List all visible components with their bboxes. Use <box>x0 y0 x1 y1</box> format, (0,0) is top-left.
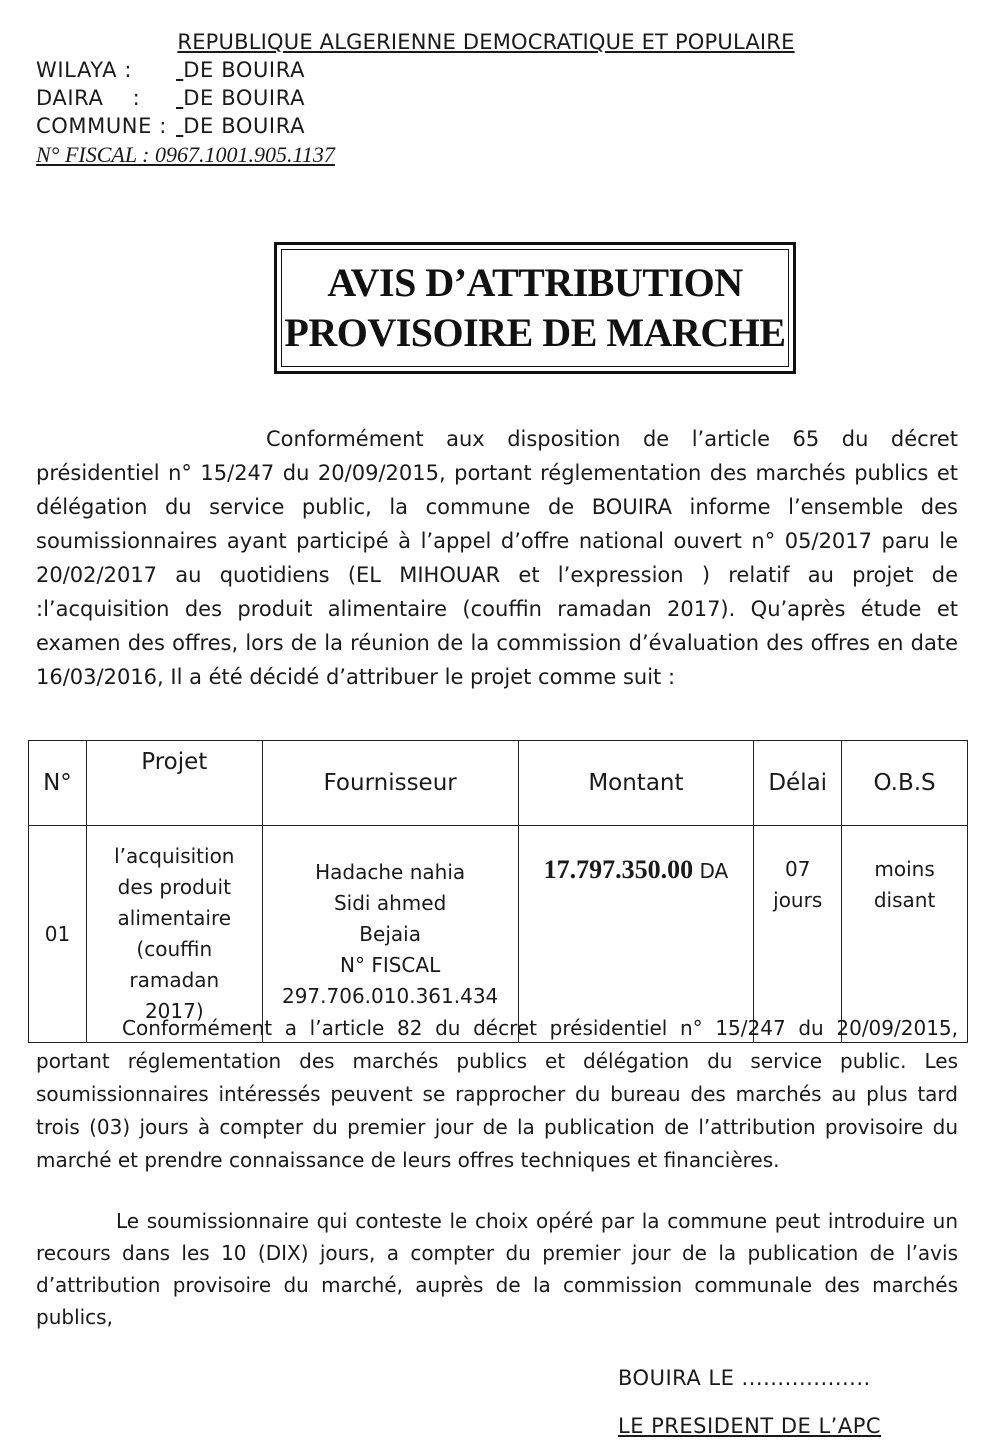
projet-line: 2017) <box>144 999 204 1023</box>
fournisseur-line: Hadache nahia <box>315 859 466 884</box>
cell-obs <box>842 826 968 1043</box>
title-frame <box>281 249 789 367</box>
header-montant: Montant <box>518 741 754 826</box>
projet-line: ramadan <box>129 968 220 992</box>
montant-value: 17.797.350.00 <box>543 855 694 884</box>
article-82-paragraph: Conformément a l’article 82 du décret présidentiel n° 15/247 du 20/09/2015, portant réglementation des marchés publics et délégation du service public. Les soumissionnaires intéressés peuvent se rapprocher du bureau des marchés au plus tard trois (03) jours à compter du premier jour de la publication de l’attribution provisoire du marché et prendre connaissance de leurs offres techniques et financières. <box>36 1016 958 1172</box>
cell-delai <box>754 826 842 1043</box>
cell-num: 01 <box>29 826 87 1043</box>
fiscal-number: N° FISCAL : 0967.1001.905.1137 <box>36 142 335 167</box>
attribution-table <box>28 740 968 1043</box>
wilaya-line <box>36 58 836 82</box>
header-num: N° <box>29 741 87 826</box>
commune-label: COMMUNE : <box>36 114 167 138</box>
projet-line: l’acquisition <box>114 844 235 868</box>
wilaya-value: DE BOUIRA <box>183 58 306 82</box>
daira-label: DAIRA : <box>36 86 141 110</box>
daira-value: DE BOUIRA <box>183 86 306 110</box>
title-line-1: AVIS D’ATTRIBUTION <box>327 260 743 305</box>
document-header <box>36 30 836 168</box>
commune-value: DE BOUIRA <box>183 114 306 138</box>
fournisseur-line: N° FISCAL <box>340 952 441 977</box>
recourse-paragraph: Le soumissionnaire qui conteste le choix opéré par la commune peut introduire un recours dans les 10 (DIX) jours, a compter du premier jour de la publication de l’avis d’attribution provisoire du marché, auprès de la commission communale des marchés publics, <box>36 1209 958 1329</box>
projet-line: des produit <box>117 875 231 899</box>
montant-unit: DA <box>699 859 729 883</box>
cell-fournisseur <box>262 826 518 1043</box>
signature-signatory: LE PRESIDENT DE L’APC <box>618 1414 882 1438</box>
table-header-row <box>29 741 968 826</box>
projet-line: (couffin <box>136 937 213 961</box>
cell-montant <box>518 826 754 1043</box>
title-box <box>274 242 796 374</box>
header-obs: O.B.S <box>842 741 968 826</box>
fournisseur-line: Sidi ahmed <box>333 890 447 915</box>
title-line-2: PROVISOIRE DE MARCHE <box>284 310 786 355</box>
projet-line: alimentaire <box>117 906 232 930</box>
republic-heading: REPUBLIQUE ALGERIENNE DEMOCRATIQUE ET POPULAIRE <box>177 30 795 54</box>
header-delai: Délai <box>754 741 842 826</box>
fournisseur-line: Bejaia <box>359 921 421 946</box>
obs-line: moins <box>874 857 935 881</box>
delai-value: 07 <box>784 857 811 881</box>
commune-line <box>36 114 836 138</box>
obs-line: disant <box>873 888 936 912</box>
intro-paragraph: Conformément aux disposition de l’article 65 du décret présidentiel n° 15/247 du 20/09/2015, portant réglementation des marchés publics et délégation du service public, la commune de BOUIRA informe l’ensemble des soumissionnaires ayant participé à l’appel d’offre national ouvert n° 05/2017 paru le 20/02/2017 au quotidiens (EL MIHOUAR et l’expression ) relatif au projet de :l’acquisition des produit alimentaire (couffin ramadan 2017). Qu’après étude et examen des offres, lors de la réunion de la commission d’évaluation des offres en date 16/03/2016, Il a été décidé d’attribuer le projet comme suit : <box>36 427 958 689</box>
table-row <box>29 826 968 1043</box>
delai-unit: jours <box>773 888 823 912</box>
cell-projet <box>86 826 262 1043</box>
header-fournisseur: Fournisseur <box>262 741 518 826</box>
header-projet: Projet <box>86 741 262 826</box>
wilaya-label: WILAYA : <box>36 58 132 82</box>
fournisseur-line: 297.706.010.361.434 <box>281 983 499 1008</box>
daira-line <box>36 86 836 110</box>
signature-place-date: BOUIRA LE .................. <box>618 1366 871 1390</box>
